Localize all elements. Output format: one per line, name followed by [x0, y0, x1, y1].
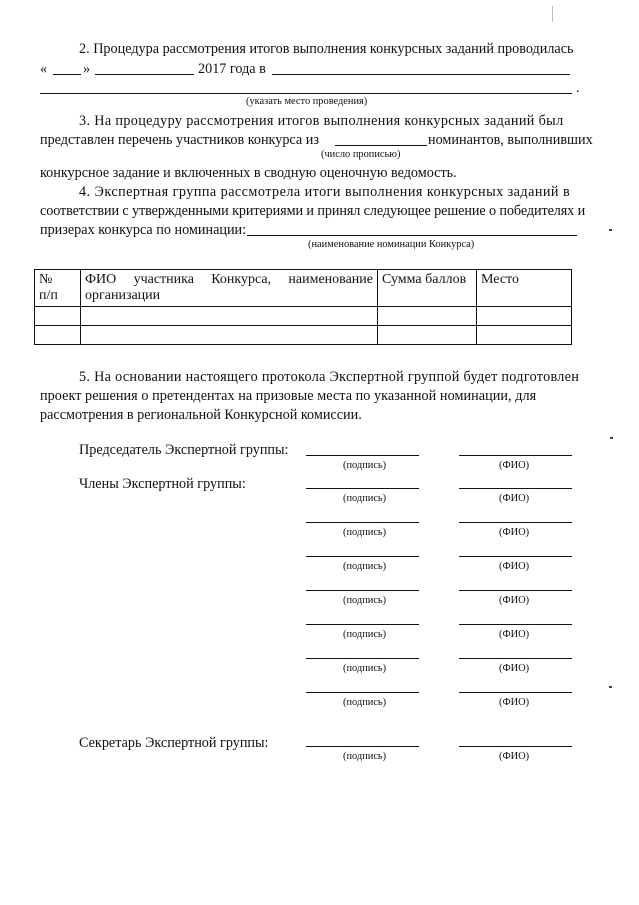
scan-speck [610, 437, 613, 439]
name-blank-line [459, 590, 572, 591]
section5-line2: проект решения о претендентах на призовые места по указанной номинации, для [40, 388, 537, 404]
name-caption: (ФИО) [499, 629, 530, 640]
signature-caption: (подпись) [343, 527, 387, 538]
col-score-header: Сумма баллов [378, 270, 477, 307]
results-table [34, 269, 572, 345]
section3-line2-start: представлен перечень участников конкурса из [40, 132, 319, 148]
name-caption: (ФИО) [499, 527, 530, 538]
nomination-caption: (наименование номинации Конкурса) [308, 239, 475, 250]
col-fio-header [81, 270, 378, 307]
section5-line3: рассмотрения в региональной Конкурсной комиссии. [40, 407, 362, 423]
name-caption: (ФИО) [499, 460, 530, 471]
signature-caption: (подпись) [343, 663, 387, 674]
name-caption: (ФИО) [499, 561, 530, 572]
col-fio-line2: организации [85, 288, 161, 303]
venue-caption: (указать место проведения) [246, 96, 368, 107]
count-caption: (число прописью) [321, 149, 401, 160]
signature-blank-line [306, 556, 419, 557]
signature-caption: (подпись) [343, 493, 387, 504]
venue-blank-line-1 [272, 74, 570, 75]
signature-caption: (подпись) [343, 595, 387, 606]
table-cell [477, 307, 572, 326]
venue-blank-line-2 [40, 93, 572, 94]
signature-blank-line [306, 590, 419, 591]
table-cell [81, 307, 378, 326]
end-dot: . [576, 80, 580, 96]
signature-blank-line [306, 746, 419, 747]
signature-blank-line [306, 658, 419, 659]
name-blank-line [459, 455, 572, 456]
scan-speck [609, 229, 612, 231]
day-blank-line [53, 74, 81, 75]
scan-edge-mark [552, 6, 553, 22]
section3-line3: конкурсное задание и включенных в сводную оценочную ведомость. [40, 165, 457, 181]
signature-caption: (подпись) [343, 460, 387, 471]
col-place-header: Место [477, 270, 572, 307]
col-num-line2: п/п [39, 288, 58, 303]
secretary-label: Секретарь Экспертной группы: [79, 735, 269, 751]
name-blank-line [459, 556, 572, 557]
date-close-quote: » [83, 61, 91, 77]
table-cell [35, 307, 81, 326]
name-blank-line [459, 488, 572, 489]
signature-blank-line [306, 692, 419, 693]
section3-line1 [79, 112, 589, 130]
name-caption: (ФИО) [499, 697, 530, 708]
members-label: Члены Экспертной группы: [79, 476, 246, 492]
nomination-blank-line [247, 235, 577, 236]
col-num-header [35, 270, 81, 307]
month-blank-line [95, 74, 194, 75]
year-text: 2017 года в [198, 61, 266, 77]
chairman-label: Председатель Экспертной группы: [79, 442, 289, 458]
signature-blank-line [306, 455, 419, 456]
count-blank-line [335, 145, 427, 146]
table-cell [378, 326, 477, 345]
name-blank-line [459, 522, 572, 523]
table-header-row [35, 270, 572, 307]
section4-line1: 4. Экспертная группа рассмотрела итоги выполнения конкурсных заданий в [79, 184, 571, 200]
section2-line1: 2. Процедура рассмотрения итогов выполнения конкурсных заданий проводилась [79, 41, 574, 57]
signature-blank-line [306, 488, 419, 489]
col-fio-line1: ФИО участника Конкурса, наименование [85, 272, 373, 287]
col-num-line1: № [39, 272, 53, 287]
name-blank-line [459, 692, 572, 693]
table-cell [378, 307, 477, 326]
signature-caption: (подпись) [343, 629, 387, 640]
name-blank-line [459, 624, 572, 625]
section3-line1-text: 3. На процедуру рассмотрения итогов выполнения конкурсных заданий был [79, 113, 564, 129]
table-cell [81, 326, 378, 345]
section4-line2: соответствии с утвержденными критериями и принял следующее решение о победителях и [40, 203, 586, 219]
name-caption: (ФИО) [499, 493, 530, 504]
section5-line1: 5. На основании настоящего протокола Экспертной группой будет подготовлен [79, 369, 580, 385]
name-caption: (ФИО) [499, 595, 530, 606]
signature-blank-line [306, 522, 419, 523]
table-cell [35, 326, 81, 345]
name-blank-line [459, 658, 572, 659]
name-caption: (ФИО) [499, 663, 530, 674]
signature-blank-line [306, 624, 419, 625]
date-open-quote: « [40, 61, 48, 77]
signature-caption: (подпись) [343, 751, 387, 762]
scan-speck [609, 686, 612, 688]
signature-caption: (подпись) [343, 561, 387, 572]
name-blank-line [459, 746, 572, 747]
signature-caption: (подпись) [343, 697, 387, 708]
section4-line3-start: призерах конкурса по номинации: [40, 222, 247, 238]
section3-line2-end: номинантов, выполнивших [428, 132, 593, 148]
name-caption: (ФИО) [499, 751, 530, 762]
table-row [35, 307, 572, 326]
table-row [35, 326, 572, 345]
table-cell [477, 326, 572, 345]
